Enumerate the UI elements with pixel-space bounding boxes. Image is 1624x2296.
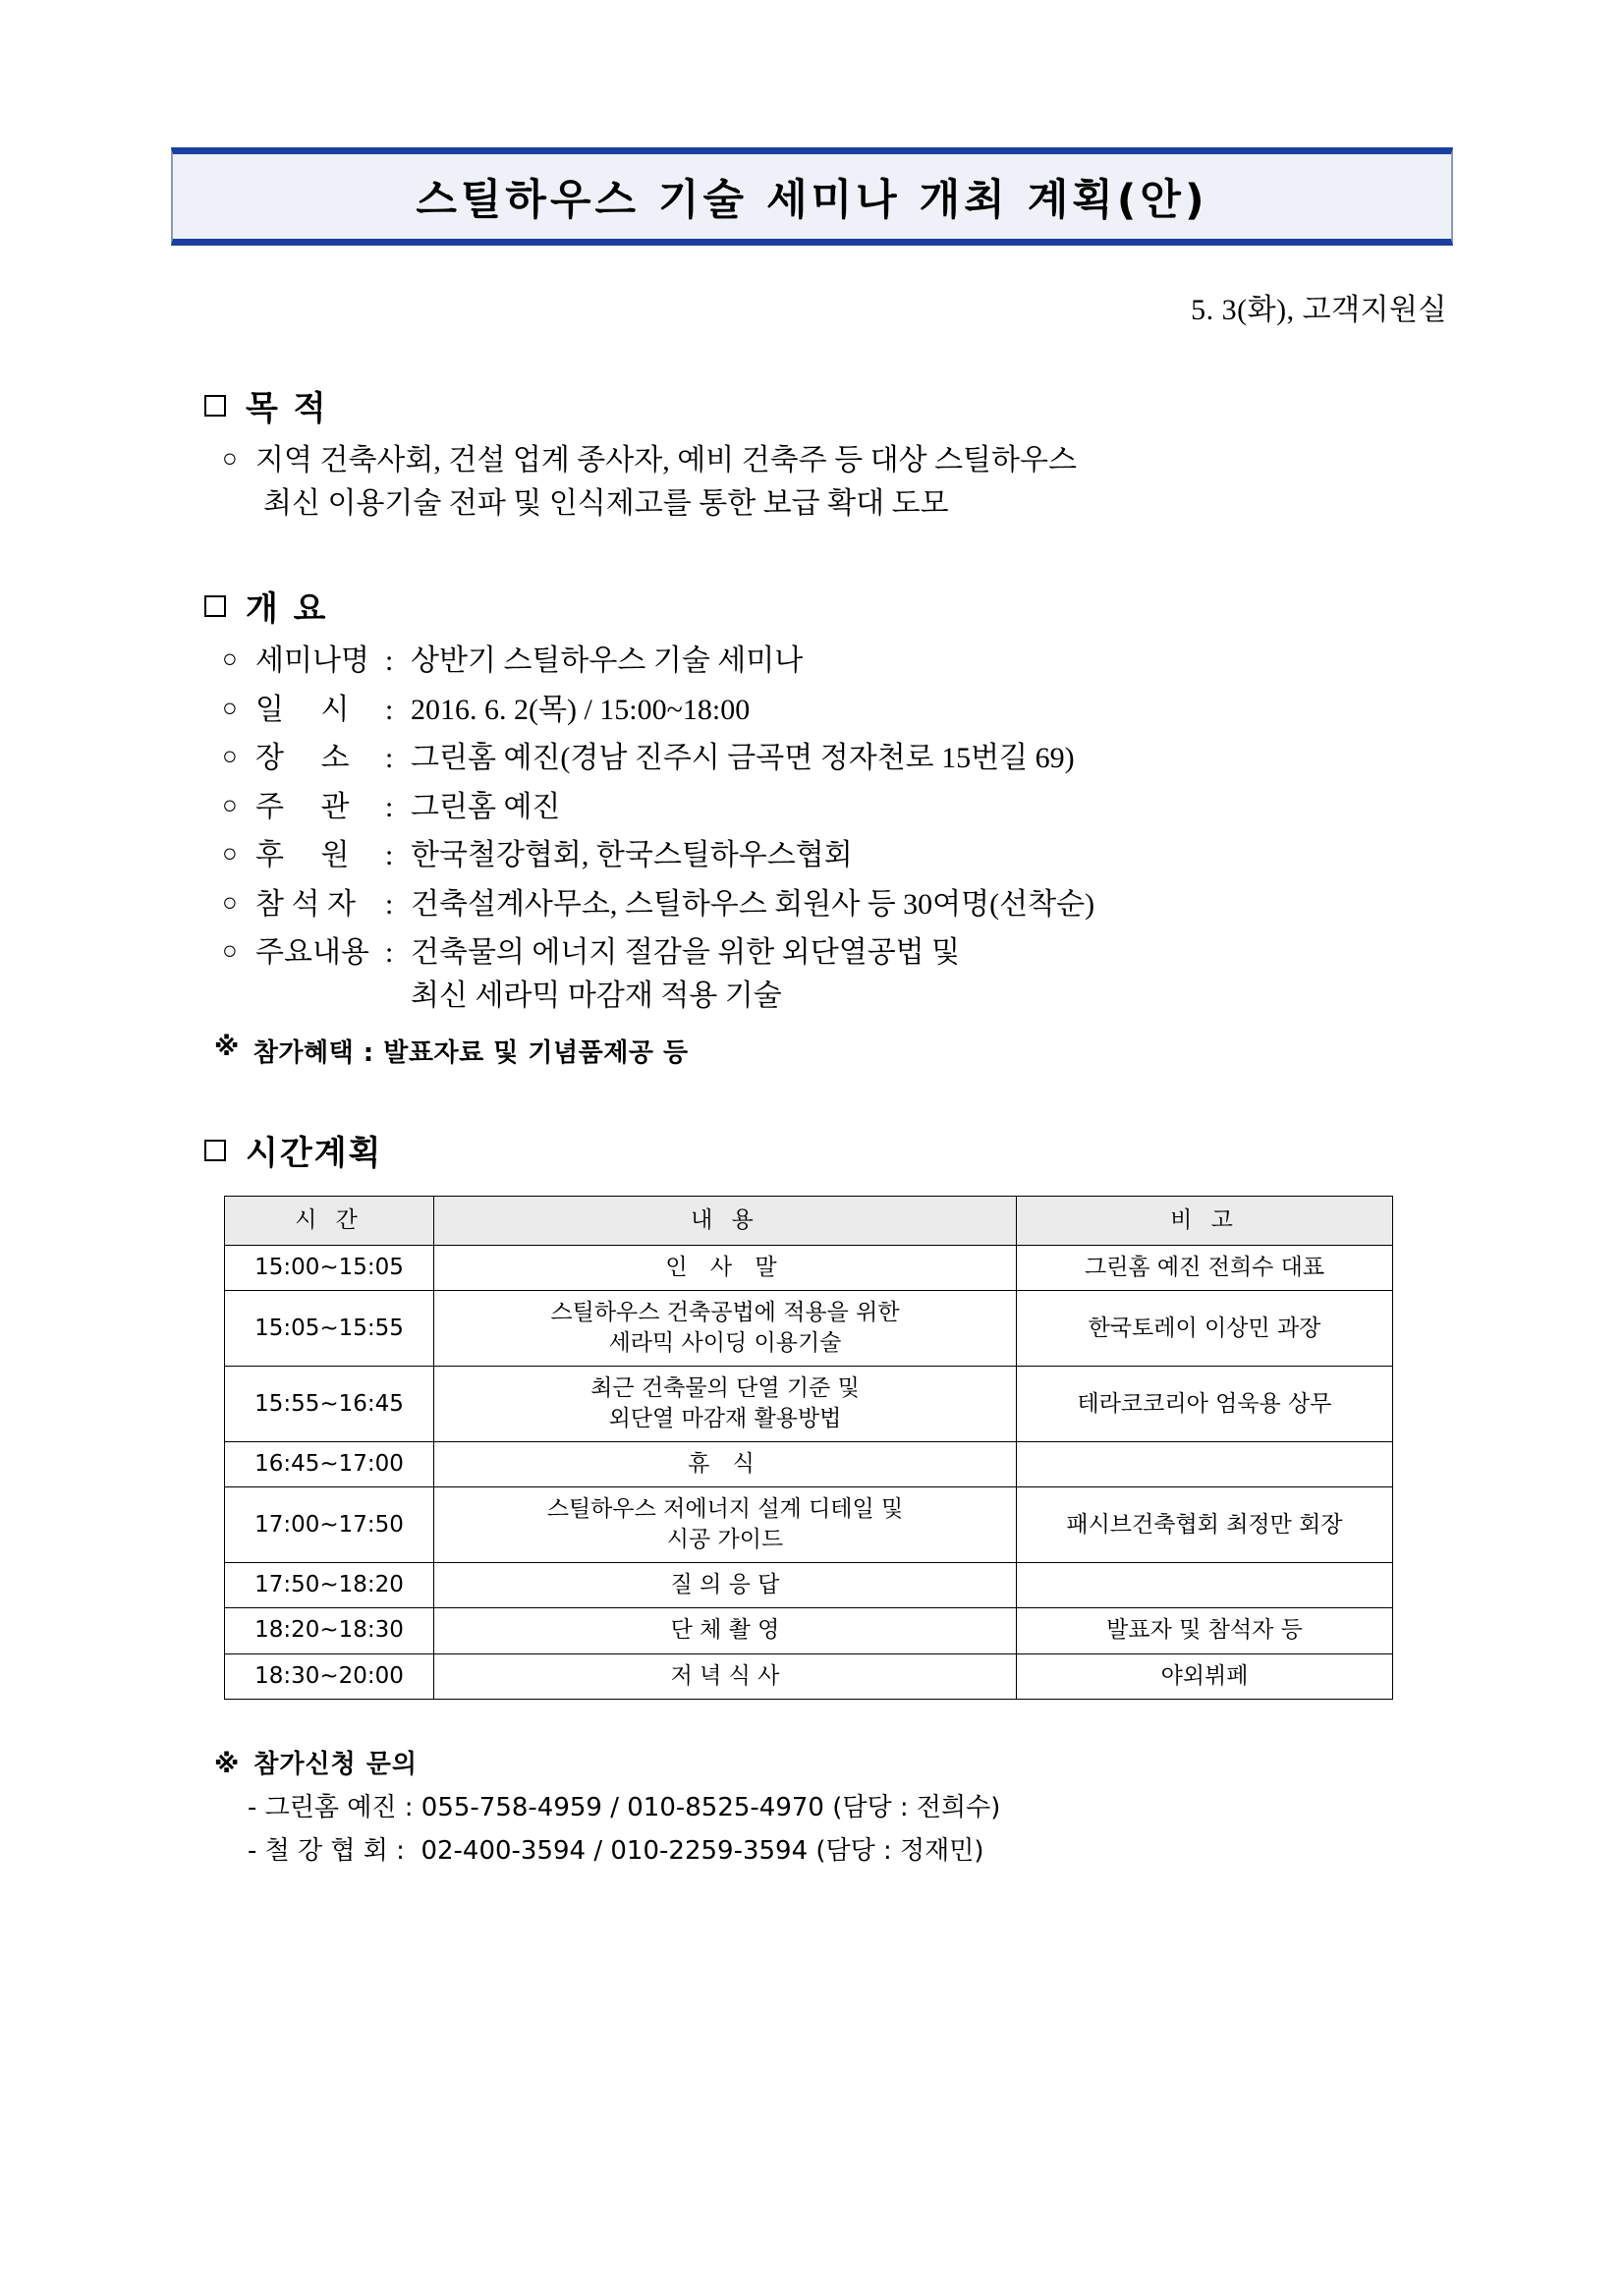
overview-item-separator: : — [385, 887, 394, 921]
cell-remark: 패시브건축협회 최정만 회장 — [1017, 1487, 1393, 1563]
overview-item-separator: : — [385, 693, 394, 726]
overview-item-body — [255, 931, 1457, 1017]
circle-bullet-icon: ○ — [222, 936, 238, 965]
overview-item-separator: : — [385, 790, 394, 823]
document-subtitle: 5. 3(화), 고객지원실 — [1191, 294, 1447, 326]
overview-item-separator: : — [385, 936, 394, 969]
schedule-table-body — [225, 1246, 1393, 1700]
table-row — [225, 1442, 1393, 1487]
page-title: 스틸하우스 기술 세미나 개최 계획(안) — [416, 175, 1208, 225]
overview-item-label: 주요내용 — [255, 936, 369, 969]
contact-line: - 철 강 협 회 : 02-400-3594 / 010-2259-3594 (담당 : 정재민) — [248, 1835, 984, 1866]
overview-item-label: 주 관 — [255, 790, 350, 823]
cell-remark: 한국토레이 이상민 과장 — [1017, 1291, 1393, 1367]
overview-item-separator: : — [385, 742, 394, 774]
cell-content: 인 사 말 — [434, 1246, 1017, 1291]
overview-item-body — [255, 883, 1457, 926]
schedule-table-wrapper — [224, 1196, 1393, 1700]
overview-item-body — [255, 640, 1457, 683]
table-header-row — [225, 1197, 1393, 1246]
table-row — [225, 1608, 1393, 1653]
cell-content: 휴 식 — [434, 1442, 1017, 1487]
table-row — [225, 1291, 1393, 1367]
overview-item-body — [255, 786, 1457, 829]
square-bullet-icon — [204, 395, 226, 417]
cell-time: 18:30~20:00 — [225, 1653, 434, 1699]
overview-item — [222, 786, 1457, 829]
overview-item-label: 세미나명 — [255, 644, 369, 677]
overview-item-label: 장 소 — [255, 742, 350, 774]
section-heading-overview-label: 개 요 — [246, 589, 328, 629]
document-title-banner — [171, 147, 1453, 246]
overview-item-value: 건축설계사무소, 스틸하우스 회원사 등 30여명(선착순) — [411, 887, 1095, 921]
overview-item-separator: : — [385, 644, 394, 677]
overview-item — [222, 640, 1457, 683]
column-header-remark: 비 고 — [1017, 1197, 1393, 1246]
overview-item — [222, 737, 1457, 780]
circle-bullet-icon: ○ — [222, 644, 238, 673]
overview-item-value: 상반기 스틸하우스 기술 세미나 — [411, 644, 804, 677]
purpose-bullet — [222, 439, 1457, 525]
column-header-time: 시 간 — [225, 1197, 434, 1246]
circle-bullet-icon: ○ — [222, 693, 238, 722]
cell-time: 15:05~15:55 — [225, 1291, 434, 1367]
overview-item-line — [255, 931, 1457, 975]
schedule-table — [224, 1196, 1393, 1700]
table-row — [225, 1563, 1393, 1608]
circle-bullet-icon: ○ — [222, 444, 238, 473]
overview-item-label: 후 원 — [255, 839, 350, 871]
section-heading-schedule-label: 시간계획 — [246, 1134, 383, 1173]
cell-remark: 발표자 및 참석자 등 — [1017, 1608, 1393, 1653]
circle-bullet-icon: ○ — [222, 887, 238, 917]
contact-heading-label: 참가신청 문의 — [253, 1749, 419, 1779]
overview-item-separator: : — [385, 839, 394, 871]
cell-remark: 야외뷔페 — [1017, 1653, 1393, 1699]
section-heading-purpose — [204, 381, 1457, 429]
cell-remark: 테라코코리아 엄욱용 상무 — [1017, 1367, 1393, 1442]
purpose-text — [255, 439, 1457, 525]
cell-time: 15:55~16:45 — [225, 1367, 434, 1442]
cell-time: 15:00~15:05 — [225, 1246, 434, 1291]
section-heading-schedule — [204, 1126, 1457, 1174]
cell-content: 최근 건축물의 단열 기준 및 외단열 마감재 활용방법 — [434, 1367, 1017, 1442]
overview-item-body — [255, 737, 1457, 780]
table-row — [225, 1246, 1393, 1291]
cell-content: 스틸하우스 저에너지 설계 디테일 및 시공 가이드 — [434, 1487, 1017, 1563]
asterisk-icon: ※ — [214, 1749, 241, 1779]
overview-item — [222, 834, 1457, 877]
overview-item-continuation: 최신 세라믹 마감재 적용 기술 — [411, 979, 782, 1012]
circle-bullet-icon: ○ — [222, 742, 238, 770]
overview-item-body — [255, 834, 1457, 877]
table-row — [225, 1487, 1393, 1563]
schedule-table-head — [225, 1197, 1393, 1246]
overview-item — [222, 931, 1457, 1017]
overview-item-value: 그린홈 예진(경남 진주시 금곡면 정자천로 15번길 69) — [411, 742, 1075, 774]
table-row — [225, 1653, 1393, 1699]
purpose-line-1: 지역 건축사회, 건설 업계 종사자, 예비 건축주 등 대상 스틸하우스 — [255, 444, 1077, 476]
cell-content: 질 의 응 답 — [434, 1563, 1017, 1608]
square-bullet-icon — [204, 1140, 226, 1161]
overview-item-value: 2016. 6. 2(목) / 15:00~18:00 — [411, 693, 751, 726]
overview-note-text: 참가혜택 : 발표자료 및 기념품제공 등 — [252, 1038, 689, 1068]
contact-block — [214, 1743, 1457, 1874]
cell-remark: 그린홈 예진 전희수 대표 — [1017, 1246, 1393, 1291]
square-bullet-icon — [204, 595, 226, 617]
cell-time: 18:20~18:30 — [225, 1608, 434, 1653]
cell-time: 17:50~18:20 — [225, 1563, 434, 1608]
contact-heading — [214, 1743, 1457, 1786]
purpose-line-2: 최신 이용기술 전파 및 인식제고를 통한 보급 확대 도모 — [263, 486, 949, 520]
cell-content: 단 체 촬 영 — [434, 1608, 1017, 1653]
overview-item-value: 그린홈 예진 — [411, 790, 561, 823]
cell-remark — [1017, 1442, 1393, 1487]
table-row — [225, 1367, 1393, 1442]
overview-item-body — [255, 689, 1457, 732]
section-heading-overview — [204, 582, 1457, 630]
column-header-content: 내 용 — [434, 1197, 1017, 1246]
overview-note — [214, 1033, 1457, 1069]
cell-content: 저 녁 식 사 — [434, 1653, 1017, 1699]
asterisk-icon: ※ — [214, 1033, 240, 1062]
overview-item-value: 건축물의 에너지 절감을 위한 외단열공법 및 — [411, 936, 961, 969]
cell-content: 스틸하우스 건축공법에 적용을 위한 세라믹 사이딩 이용기술 — [434, 1291, 1017, 1367]
overview-item-label: 일 시 — [255, 693, 350, 726]
cell-remark — [1017, 1563, 1393, 1608]
section-heading-purpose-label: 목 적 — [246, 389, 328, 428]
overview-item-value: 한국철강협회, 한국스틸하우스협회 — [411, 839, 853, 871]
circle-bullet-icon: ○ — [222, 839, 238, 868]
overview-item — [222, 689, 1457, 732]
cell-time: 17:00~17:50 — [225, 1487, 434, 1563]
overview-item-label: 참 석 자 — [255, 887, 356, 921]
contact-line: - 그린홈 예진 : 055-758-4959 / 010-8525-4970 (담당 : 전희수) — [248, 1792, 1001, 1822]
overview-item — [222, 883, 1457, 926]
cell-time: 16:45~17:00 — [225, 1442, 434, 1487]
circle-bullet-icon: ○ — [222, 790, 238, 819]
